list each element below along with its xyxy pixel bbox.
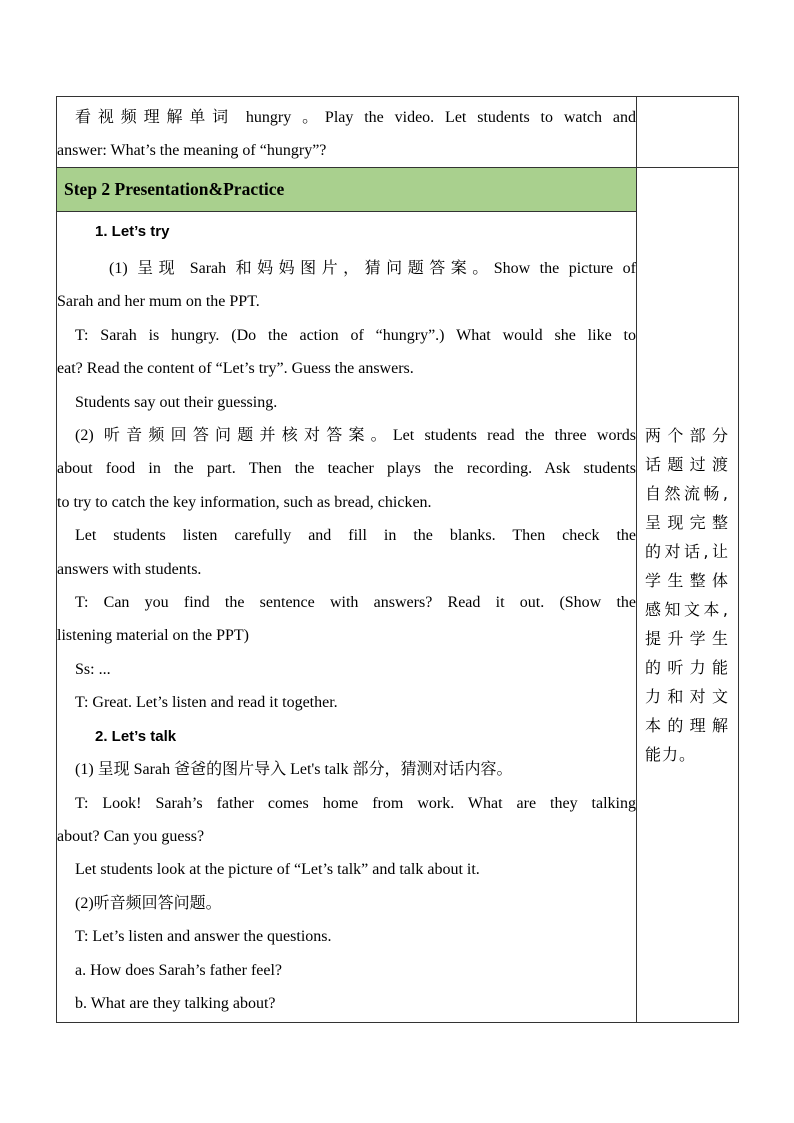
lets-talk-heading: 2. Let’s talk [95,727,177,745]
body-line: Sarah and her mum on the PPT. [57,293,260,311]
body-line: to try to catch the key information, such as bread, chicken. [57,493,432,511]
body-line: about? Can you guess? [57,827,205,845]
note-line: 提升学生 [645,629,731,649]
body-line: eat? Read the content of “Let’s try”. Guess the answers. [57,360,414,378]
step2-note [637,421,738,769]
body-line: (2) 听音频回答问题并核对答案。Let students read the three words [75,427,636,445]
body-line: Let students listen carefully and fill in the blanks. Then check the [75,527,636,545]
note-line: 本的理解 [645,716,731,736]
step2-heading-cell [57,168,637,212]
note-line: 两个部分 [645,426,731,446]
body-line: T: Look! Sarah’s father comes home from work. What are they talking [75,794,636,812]
body-line: (1) 呈现 Sarah 和妈妈图片，猜问题答案。Show the picture of [109,260,636,277]
note-line: 感知文本, [645,600,731,620]
body-line: a. How does Sarah’s father feel? [75,961,283,979]
body-line: T: Can you find the sentence with answers? Read it out. (Show the [75,594,636,612]
video-cell [57,97,637,168]
body-line: about food in the part. Then the teacher plays the recording. Ask students [57,460,636,478]
note-line: 自然流畅, [645,484,731,504]
video-line-1: 看视频理解单词 hungry 。Play the video. Let students to watch and [75,109,636,126]
video-line-2: answer: What’s the meaning of “hungry”? [57,142,327,159]
body-line: (2)听音频回答问题。 [75,894,222,912]
step2-body-row [57,212,739,1023]
lesson-plan-table [56,96,739,1023]
body-line: Students say out their guessing. [75,393,278,411]
step2-note-cell [637,168,739,1023]
body-line: Let students look at the picture of “Let’s talk” and talk about it. [75,861,480,879]
body-line: listening material on the PPT) [57,627,249,645]
body-line: T: Great. Let’s listen and read it together. [75,694,338,712]
note-line: 呈现完整 [645,513,731,533]
note-line: 话题过渡 [645,455,731,475]
body-line: T: Let’s listen and answer the questions. [75,928,332,946]
note-line: 力和对文 [645,687,731,707]
note-line: 学生整体 [645,571,731,591]
step2-heading-row [57,168,739,212]
body-line: b. What are they talking about? [75,994,276,1012]
body-line: answers with students. [57,560,202,578]
lets-try-heading: 1. Let’s try [95,223,170,240]
body-line: (1) 呈现 Sarah 爸爸的图片导入 Let's talk 部分，猜测对话内容。 [75,761,513,779]
note-line: 的对话,让 [645,542,731,562]
body-line: Ss: ... [75,660,111,678]
note-line: 能力。 [645,745,697,765]
video-note-cell [637,97,739,168]
video-row [57,97,739,168]
note-line: 的听力能 [645,658,731,678]
step2-title: Step 2 Presentation&Practice [64,179,285,199]
step2-body-cell [57,212,637,1023]
body-line: T: Sarah is hungry. (Do the action of “hungry”.) What would she like to [75,326,636,344]
